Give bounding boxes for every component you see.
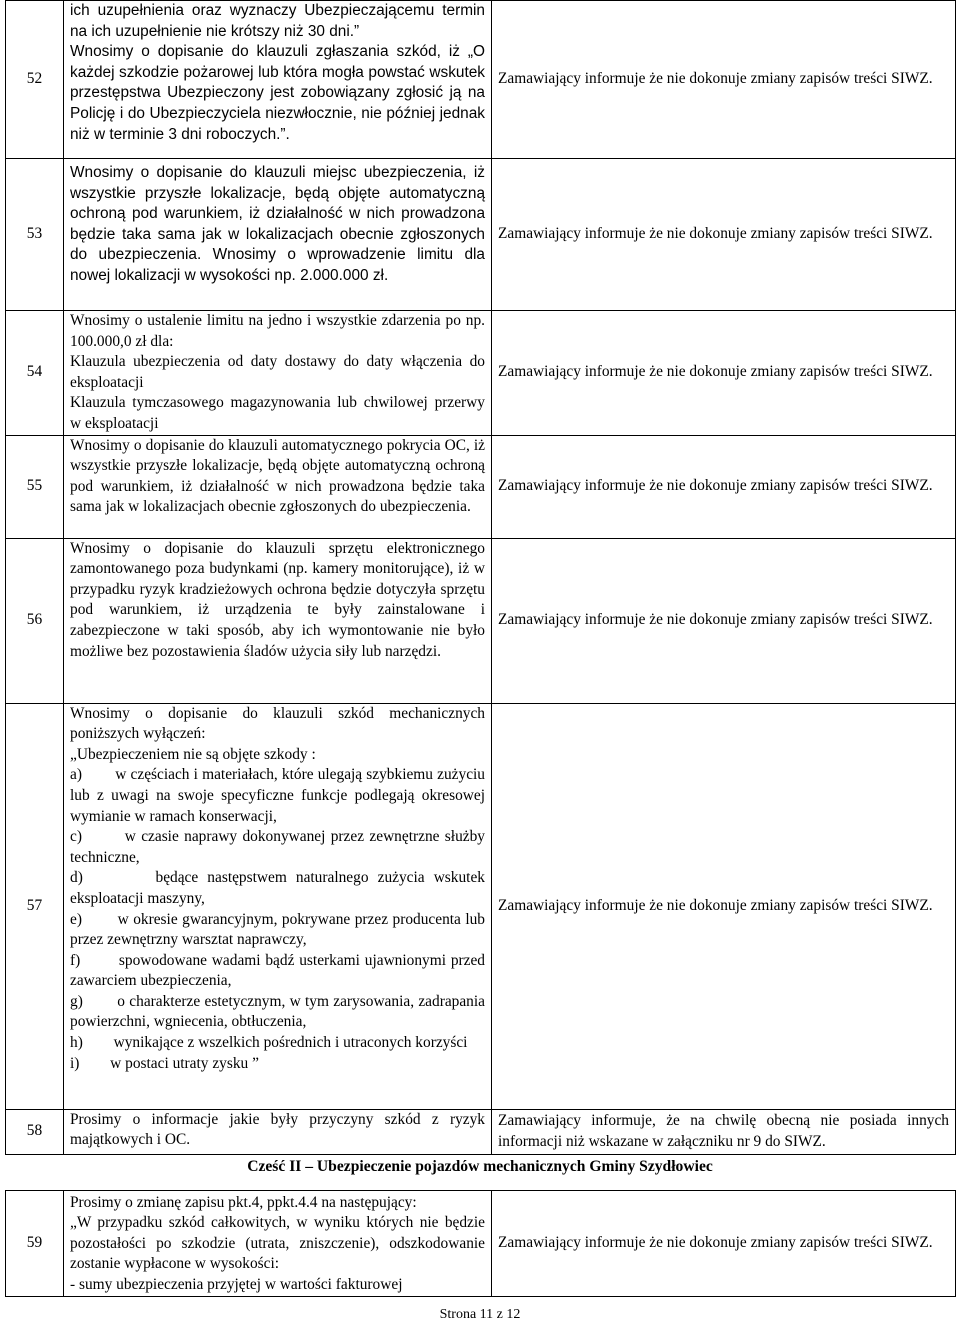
question-paragraph: Wnosimy o dopisanie do klauzuli miejsc ubezpieczenia, iż wszystkie przyszłe lokalizacje, będą objęte automatyczną ochroną pod warunkiem, iż działalność w nich prowadzona będzie taka sama jak w lokalizacjach obecnie zgłoszonych do ubezpieczenia. Wnosimy o wprowadzenie limitu dla nowej lokalizacji w wysokości np. 2.000.000 zł. bbox=[70, 164, 485, 284]
question-paragraph: Wnosimy o dopisanie do klauzuli zgłaszania szkód, iż „O każdej szkodzie pożarowej lub która mogła powstać wskutek przestępstwa Ubezpieczony jest zobowiązany zgłosić ją na Policję i do Ubezpieczyciela niezwłocznie, nie później jednak niż w terminie 3 dni roboczych.”. bbox=[70, 43, 485, 143]
row-number: 55 bbox=[6, 435, 64, 538]
question-text bbox=[64, 435, 492, 538]
table-row bbox=[6, 1109, 956, 1154]
answer-text bbox=[492, 538, 956, 703]
answer-paragraph: Zamawiający informuje że nie dokonuje zmiany zapisów treści SIWZ. bbox=[498, 363, 933, 381]
list-item: h) wynikające z wszelkich pośrednich i utraconych korzyści bbox=[70, 1034, 468, 1052]
answer-text bbox=[492, 311, 956, 436]
question-paragraph: „Ubezpieczeniem nie są objęte szkody : bbox=[70, 745, 316, 763]
question-paragraph: Prosimy o informacje jakie były przyczyny szkód z ryzyk majątkowych i OC. bbox=[70, 1110, 485, 1149]
table-row bbox=[6, 159, 956, 311]
row-number: 58 bbox=[6, 1109, 64, 1154]
table-row bbox=[6, 435, 956, 538]
question-text bbox=[64, 159, 492, 311]
answer-paragraph: Zamawiający informuje, że na chwilę obecną nie posiada innych informacji niż wskazane w załączniku nr 9 do SIWZ. bbox=[498, 1111, 949, 1150]
answer-text bbox=[492, 1109, 956, 1154]
answer-text bbox=[492, 703, 956, 1109]
list-item: f) spowodowane wadami bądź usterkami ujawnionymi przed zawarciem ubezpieczenia, bbox=[70, 951, 485, 990]
answer-text bbox=[492, 159, 956, 311]
row-number: 53 bbox=[6, 159, 64, 311]
question-text bbox=[64, 1190, 492, 1296]
page-number: Strona 11 z 12 bbox=[439, 1307, 521, 1322]
row-number: 54 bbox=[6, 311, 64, 436]
section-heading: Cześć II – Ubezpieczenie pojazdów mechanicznych Gminy Szydłowiec bbox=[247, 1158, 713, 1175]
question-paragraph: Wnosimy o dopisanie do klauzuli automatycznego pokrycia OC, iż wszystkie przyszłe lokalizacje, będą objęte automatyczną ochroną pod warunkiem, iż działalność w nich prowadzona będzie taka sama jak w lokalizacjach obecnie zgłoszonych do ubezpieczenia. bbox=[70, 436, 485, 516]
question-text bbox=[64, 538, 492, 703]
answer-text bbox=[492, 435, 956, 538]
answer-text bbox=[492, 1190, 956, 1296]
question-paragraph: Wnosimy o dopisanie do klauzuli szkód mechanicznych poniższych wyłączeń: bbox=[70, 704, 485, 743]
table-row bbox=[6, 311, 956, 436]
table-row bbox=[6, 1, 956, 159]
questions-table bbox=[5, 0, 956, 1297]
list-item: a) w częściach i materiałach, które ulegają szybkiemu zużyciu lub z uwagi na swoje specyficzne funkcje podlegają okresowej wymianie w ramach konserwacji, bbox=[70, 766, 485, 825]
question-text bbox=[64, 1, 492, 159]
question-paragraph: Klauzula tymczasowego magazynowania lub chwilowej przerwy w eksploatacji bbox=[70, 394, 485, 432]
list-item: d) będące następstwem naturalnego zużycia wskutek eksploatacji maszyny, bbox=[70, 869, 485, 907]
question-text bbox=[64, 311, 492, 436]
question-text bbox=[64, 703, 492, 1109]
question-paragraph: ich uzupełnienia oraz wyznaczy Ubezpieczającemu termin na ich uzupełnienie nie krótszy niż 30 dni.” bbox=[70, 2, 485, 40]
question-text bbox=[64, 1109, 492, 1154]
question-paragraph: - sumy ubezpieczenia przyjętej w wartości fakturowej bbox=[70, 1275, 403, 1293]
list-item: e) w okresie gwarancyjnym, pokrywane przez producenta lub przez zewnętrzny warsztat naprawczy, bbox=[70, 910, 485, 949]
answer-paragraph: Zamawiający informuje że nie dokonuje zmiany zapisów treści SIWZ. bbox=[498, 611, 933, 629]
question-paragraph: Wnosimy o dopisanie do klauzuli sprzętu elektronicznego zamontowanego poza budynkami (np. kamery monitorujące), iż w przypadku ryzyk kradzieżowych ochrona będzie dotyczyła sprzętu pod warunkiem, iż urządzenia te były zainstalowane i zabezpieczone w taki sposób, aby ich wymontowanie nie było możliwe bez pozostawienia śladów użycia siły lub narzędzi. bbox=[70, 539, 485, 660]
row-number: 57 bbox=[6, 703, 64, 1109]
row-number: 56 bbox=[6, 538, 64, 703]
list-item: i) w postaci utraty zysku ” bbox=[70, 1054, 259, 1072]
row-number: 52 bbox=[6, 1, 64, 159]
question-paragraph: Wnosimy o ustalenie limitu na jedno i wszystkie zdarzenia po np. 100.000,0 zł dla: bbox=[70, 312, 485, 350]
list-item: c) w czasie naprawy dokonywanej przez zewnętrzne służby techniczne, bbox=[70, 828, 485, 866]
answer-paragraph: Zamawiający informuje że nie dokonuje zmiany zapisów treści SIWZ. bbox=[498, 477, 933, 495]
table-row bbox=[6, 703, 956, 1109]
table-row bbox=[6, 538, 956, 703]
answer-paragraph: Zamawiający informuje że nie dokonuje zmiany zapisów treści SIWZ. bbox=[498, 225, 933, 243]
table-row bbox=[6, 1190, 956, 1296]
answer-text bbox=[492, 1, 956, 159]
list-item: g) o charakterze estetycznym, w tym zarysowania, zadrapania powierzchni, wgniecenia, obtłuczenia, bbox=[70, 992, 485, 1031]
row-number: 59 bbox=[6, 1190, 64, 1296]
answer-paragraph: Zamawiający informuje że nie dokonuje zmiany zapisów treści SIWZ. bbox=[498, 70, 933, 88]
answer-paragraph: Zamawiający informuje że nie dokonuje zmiany zapisów treści SIWZ. bbox=[498, 1233, 933, 1251]
question-paragraph: Klauzula ubezpieczenia od daty dostawy do daty włączenia do eksploatacji bbox=[70, 353, 485, 391]
question-paragraph: Prosimy o zmianę zapisu pkt.4, ppkt.4.4 na następujący: bbox=[70, 1193, 417, 1211]
question-paragraph: „W przypadku szkód całkowitych, w wyniku których nie będzie pozostałości po szkodzie (utrata, zniszczenie), odszkodowanie zostanie wypłacone w wysokości: bbox=[70, 1214, 485, 1273]
answer-paragraph: Zamawiający informuje że nie dokonuje zmiany zapisów treści SIWZ. bbox=[498, 896, 933, 914]
